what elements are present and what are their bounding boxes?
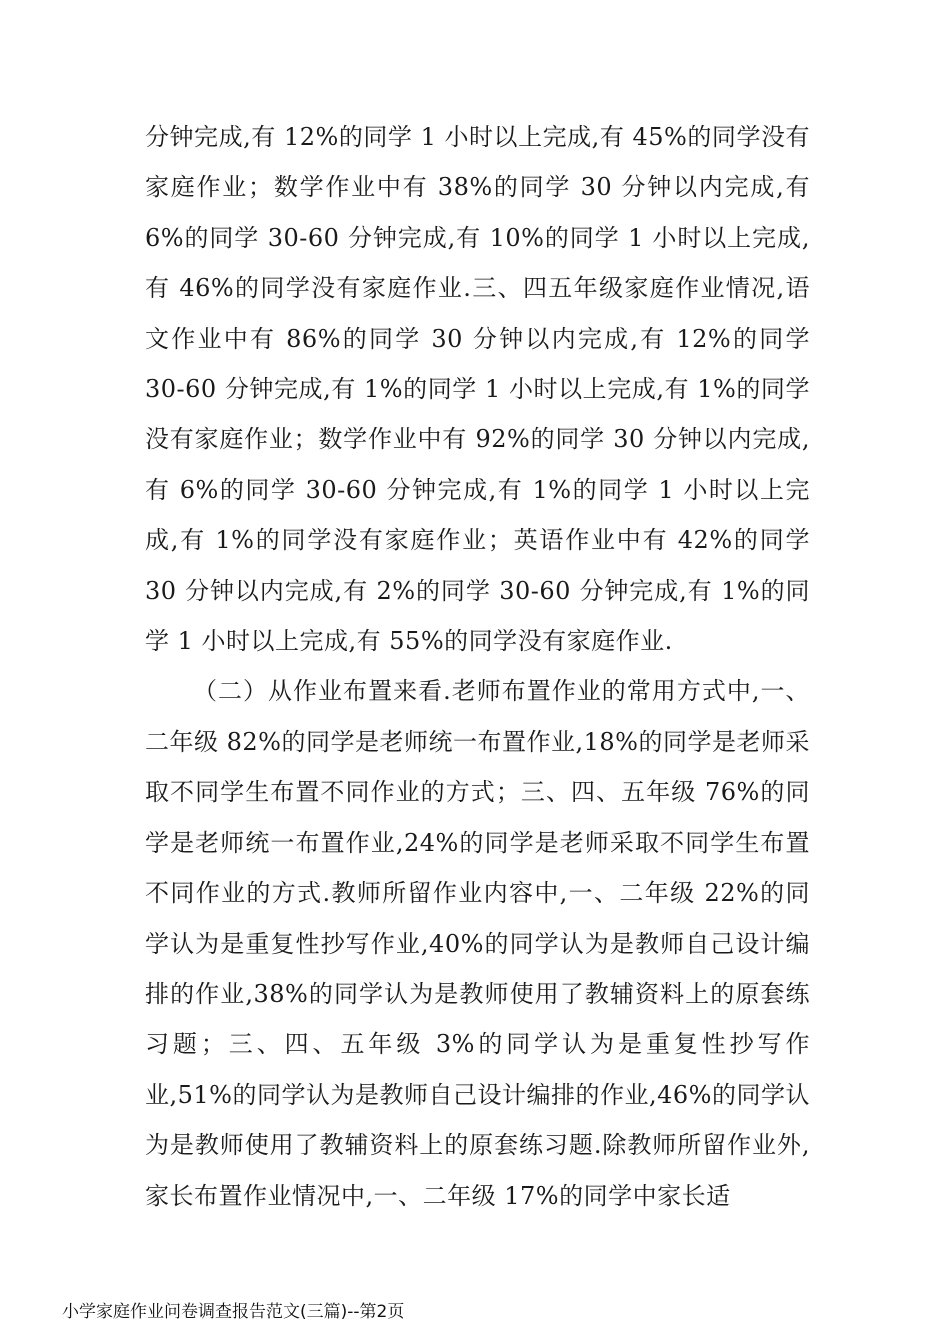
- body-text: [145, 112, 810, 1221]
- paragraph-homework-assignment: （二）从作业布置来看.老师布置作业的常用方式中,一、二年级 82%的同学是老师统一布置作业,18%的同学是老师采取不同学生布置不同作业的方式；三、四、五年级 76%的同学是老师统一布置作业,24%的同学是老师采取不同学生布置不同作业的方式.教师所留作业内容中,一、二年级 22%的同学认为是重复性抄写作业,40%的同学认为是教师自己设计编排的作业,38%的同学认为是教师使用了教辅资料上的原套练习题；三、四、五年级 3%的同学认为是重复性抄写作业,51%的同学认为是教师自己设计编排的作业,46%的同学认为是教师使用了教辅资料上的原套练习题.除教师所留作业外,家长布置作业情况中,一、二年级 17%的同学中家长适: [145, 677, 810, 1210]
- page-footer: 小学家庭作业问卷调查报告范文(三篇)--第2页: [62, 1302, 405, 1322]
- paragraph-homework-time: 分钟完成,有 12%的同学 1 小时以上完成,有 45%的同学没有家庭作业；数学作业中有 38%的同学 30 分钟以内完成,有 6%的同学 30-60 分钟完成,有 10%的同学 1 小时以上完成,有 46%的同学没有家庭作业.三、四五年级家庭作业情况,语文作业中有 86%的同学 30 分钟以内完成,有 12%的同学 30-60 分钟完成,有 1%的同学 1 小时以上完成,有 1%的同学没有家庭作业；数学作业中有 92%的同学 30 分钟以内完成,有 6%的同学 30-60 分钟完成,有 1%的同学 1 小时以上完成,有 1%的同学没有家庭作业；英语作业中有 42%的同学 30 分钟以内完成,有 2%的同学 30-60 分钟完成,有 1%的同学 1 小时以上完成,有 55%的同学没有家庭作业.: [145, 123, 810, 656]
